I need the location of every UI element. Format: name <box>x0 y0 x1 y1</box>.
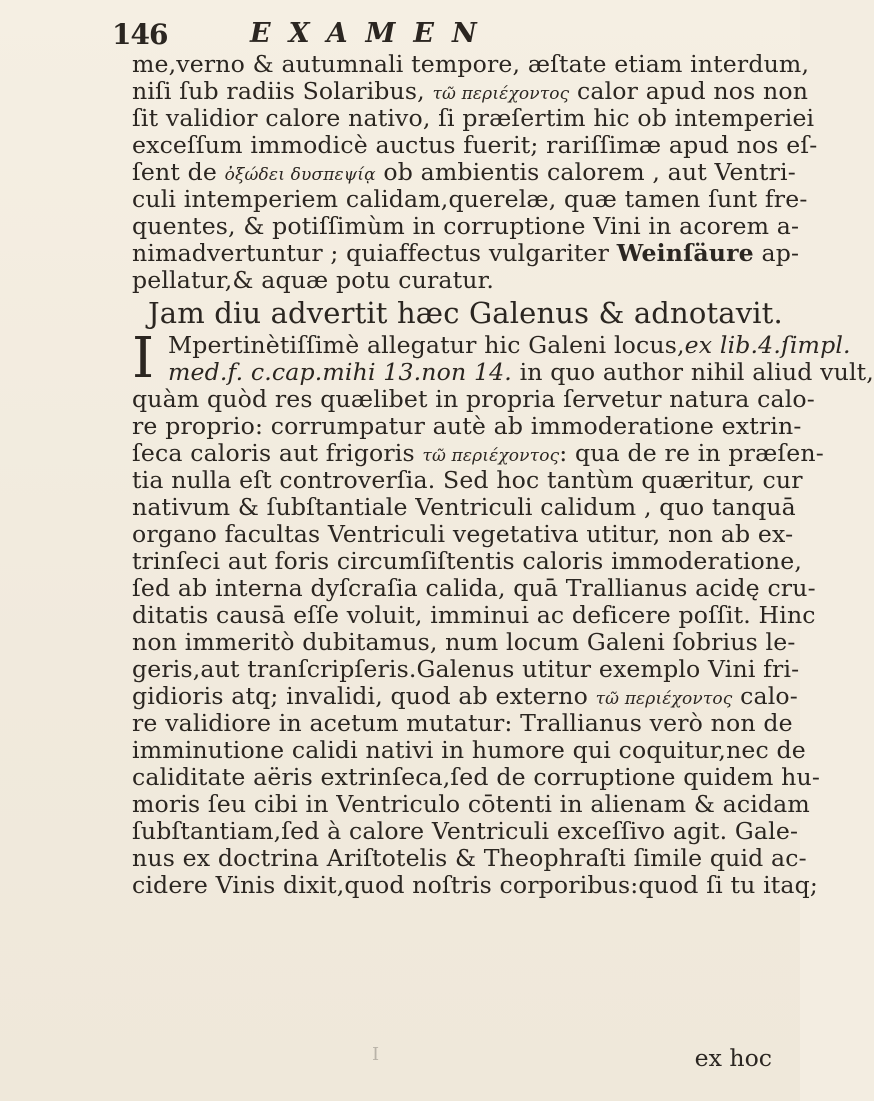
citation: ex lib.4.ſimpl. <box>684 331 851 359</box>
text-line: ditatis causā eſſe voluit, imminui ac deficere poſſit. Hinc <box>132 601 816 629</box>
text-line: imminutione calidi nativi in humore qui coquitur,nec de <box>132 736 806 764</box>
text-line: me,verno & autumnali tempore, æſtate etiam interdum, <box>132 50 810 78</box>
text-line: non immeritò dubitamus, num locum Galeni ſobrius le- <box>132 628 796 656</box>
signature-mark: I <box>372 1044 380 1065</box>
text-line: re validiore in acetum mutatur: Trallianus verò non de <box>132 709 793 737</box>
text-line: I Mpertinètiſſimè allegatur hic Galeni locus,ex lib.4.ſimpl. <box>132 326 851 391</box>
text-line: nativum & ſubſtantiale Ventriculi calidum , quo tanquā <box>132 493 796 521</box>
text-line: re proprio: corrumpatur autè ab immoderatione extrin- <box>132 412 802 440</box>
section-subtitle: Jam diu advertit hæc Galenus & adnotavit. <box>148 296 783 330</box>
greek-phrase: τῶ περιέχοντος <box>432 84 570 104</box>
text-line: ſent de ὀξώδει δυσπεψίᾳ ob ambientis calorem , aut Ventri- <box>132 158 796 186</box>
text-line: cidere Vinis dixit,quod noſtris corporibus:quod ſi tu itaq; <box>132 871 818 899</box>
text-line: ſeca caloris aut frigoris τῶ περιέχοντος: qua de re in præſen- <box>132 439 824 467</box>
text-line: quàm quòd res quælibet in propria ſervetur natura calo- <box>132 385 815 413</box>
body-text <box>132 50 874 899</box>
text-line: organo facultas Ventriculi vegetativa utitur, non ab ex- <box>132 520 794 548</box>
text-line: tia nulla eſt controverſia. Sed hoc tantùm quæritur, cur <box>132 466 803 494</box>
text-line: quentes, & potiſſimùm in corruptione Vini in acorem a- <box>132 212 800 240</box>
text-line: culi intemperiem calidam,querelæ, quæ tamen ſunt fre- <box>132 185 808 213</box>
text-line: geris,aut tranſcripſeris.Galenus utitur exemplo Vini fri- <box>132 655 800 683</box>
text-line: pellatur,& aquæ potu curatur. <box>132 266 495 294</box>
text-line: nus ex doctrina Ariſtotelis & Theophraſti ſimile quid ac- <box>132 844 807 872</box>
text-line: ſubſtantiam,ſed à calore Ventriculi exceſſivo agit. Gale- <box>132 817 799 845</box>
page-footer <box>132 1044 772 1074</box>
text-line: nimadvertuntur ; quiaffectus vulgariter Weinſäure ap- <box>132 239 800 267</box>
text-line: moris ſeu cibi in Ventriculo cōtenti in alienam & acidam <box>132 790 810 818</box>
text-line: trinſeci aut foris circumſiſtentis caloris immoderatione, <box>132 547 802 575</box>
text-line: niſi ſub radiis Solaribus, τῶ περιέχοντος calor apud nos non <box>132 77 809 105</box>
text-line: caliditate aëris extrinſeca,ſed de corruptione quidem hu- <box>132 763 820 791</box>
running-title: EXAMEN <box>250 18 495 49</box>
catchword: ex hoc <box>694 1044 772 1072</box>
text-line: ſit validior calore nativo, ſi præſertim hic ob intemperiei <box>132 104 815 132</box>
greek-phrase: τῶ περιέχοντος <box>422 446 560 466</box>
text-line: exceſſum immodicè auctus fuerit; rariſſimæ apud nos eſ- <box>132 131 818 159</box>
citation: med.f. c.cap.mihi 13.non 14. <box>168 358 512 386</box>
blackletter-word: Weinſäure <box>616 239 754 267</box>
text-line: med.f. c.cap.mihi 13.non 14. in quo author nihil aliud vult, <box>168 358 874 386</box>
greek-phrase: τῶ περιέχοντος <box>595 689 733 709</box>
text-line: gidioris atq; invalidi, quod ab externo τῶ περιέχοντος calo- <box>132 682 798 710</box>
page-number: 146 <box>112 18 168 51</box>
text-line: ſed ab interna dyſcraſia calida, quā Trallianus acidę cru- <box>132 574 816 602</box>
greek-phrase: ὀξώδει δυσπεψίᾳ <box>224 165 376 185</box>
drop-cap: I <box>132 326 155 391</box>
